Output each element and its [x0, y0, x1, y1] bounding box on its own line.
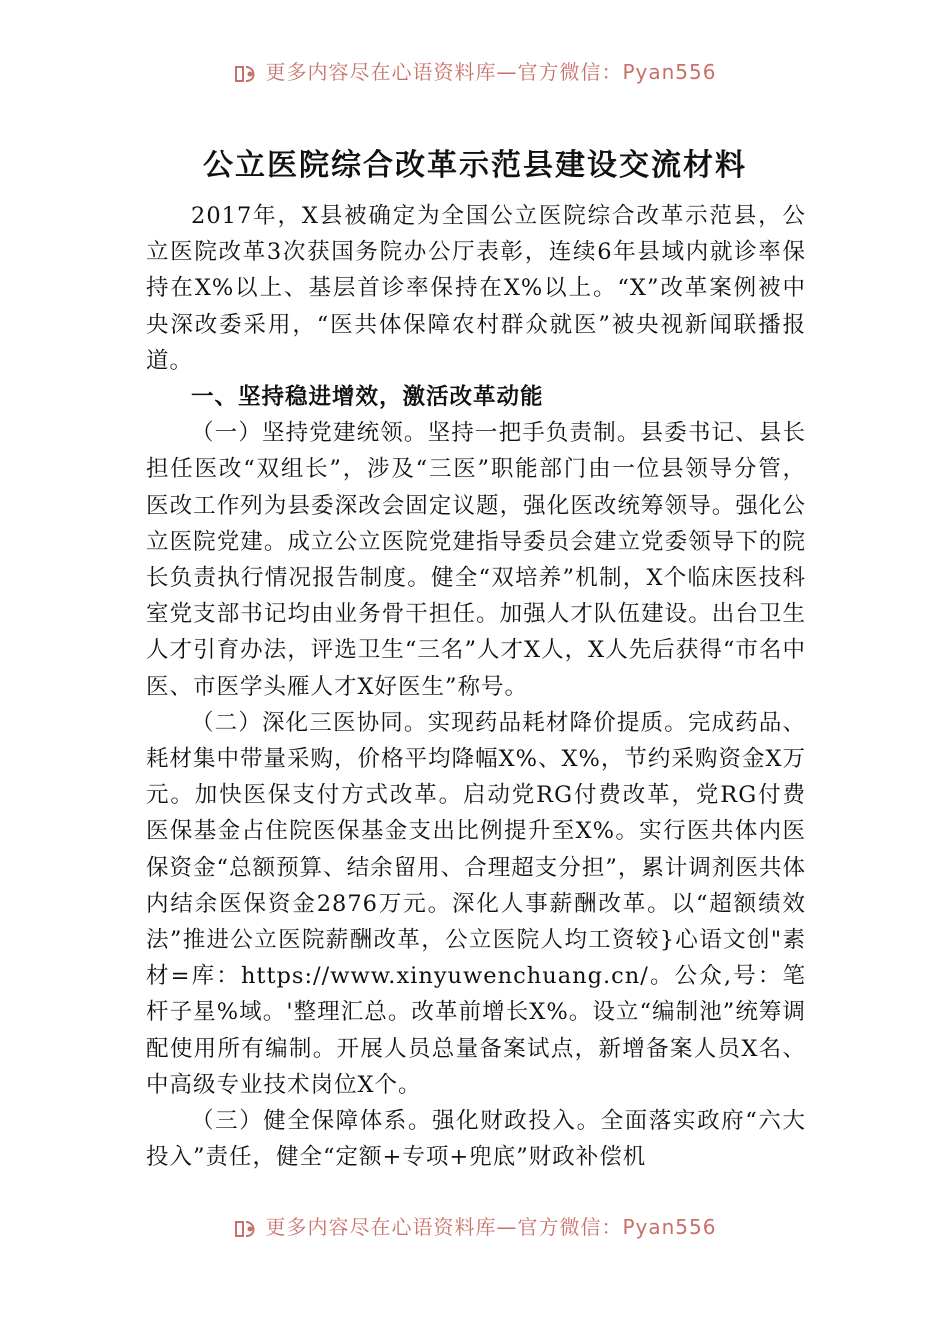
- watermark-text: 更多内容尽在心语资料库—官方微信：Pyan556: [265, 60, 717, 84]
- document-body: [146, 198, 806, 1175]
- watermark-logo-icon: [233, 63, 259, 85]
- paragraph-party-leadership: （一）坚持党建统领。坚持一把手负责制。县委书记、县长担任医改“双组长”，涉及“三医”职能部门由一位县领导分管，医改工作列为县委深改会固定议题，强化医改统筹领导。强化公立医院党建。成立公立医院党建指导委员会建立党委领导下的院长负责执行情况报告制度。健全“双培养”机制，X个临床医技科室党支部书记均由业务骨干担任。加强人才队伍建设。出台卫生人才引育办法，评选卫生“三名”人才X人，X人先后获得“市名中医、市医学头雁人才X好医生”称号。: [146, 420, 806, 700]
- page-title: 公立医院综合改革示范县建设交流材料: [203, 148, 747, 183]
- paragraph-guarantee-system: （三）健全保障体系。强化财政投入。全面落实政府“六大投入”责任，健全“定额+专项+兜底”财政补偿机: [146, 1108, 806, 1171]
- intro-paragraph: 2017年，X县被确定为全国公立医院综合改革示范县，公立医院改革3次获国务院办公厅表彰，连续6年县域内就诊率保持在X%以上、基层首诊率保持在X%以上。“X”改革案例被中央深改委采用，“医共体保障农村群众就医”被央视新闻联播报道。: [146, 203, 806, 374]
- watermark-logo-icon: [233, 1218, 259, 1240]
- watermark-text: 更多内容尽在心语资料库—官方微信：Pyan556: [265, 1215, 717, 1239]
- website-url: https://www.xinyuwenchuang.cn/: [240, 963, 649, 990]
- paragraph-text-part1: （二）深化三医协同。实现药品耗材降价提质。完成药品、耗材集中带量采购，价格平均降幅X%、X%，节约采购资金X万元。加快医保支付方式改革。启动党RG付费改革，党RG付费医保基金占住院医保基金支出比例提升至X%。实行医共体内医保资金“总额预算、结余留用、合理超支分担”，累计调剂医共体内结余医保资金2876万元。深化人事薪酬改革。以“超额绩效法”推进公立医院薪酬改革，公立医院人均工资较}心语文创"素材=库：: [146, 709, 806, 990]
- paragraph-text-part2: 。公众,号：笔杆子星%域。'整理汇总。改革前增长X%。设立“编制池”统筹调配使用所有编制。开展人员总量备案试点，新增备案人员X名、中高级专业技术岗位X个。: [146, 963, 806, 1098]
- section-heading-1: 一、坚持稳进增效，激活改革动能: [191, 384, 544, 411]
- watermark-bottom: [0, 1211, 950, 1240]
- watermark-top: [0, 56, 950, 85]
- paragraph-three-medical-coordination: [146, 705, 806, 1103]
